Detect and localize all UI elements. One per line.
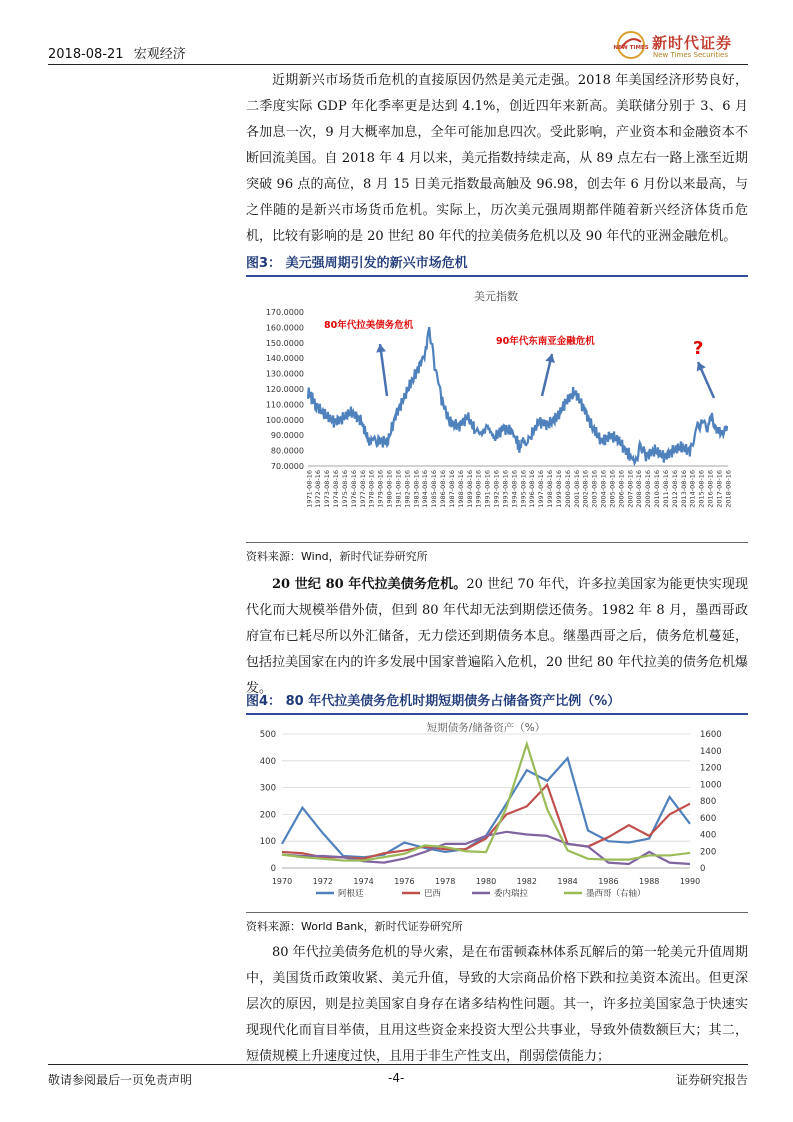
chart1-x-tick-label: 2014-08-16 [688,470,697,508]
chart2-title: 短期债务/储备资产（%） [426,722,546,734]
chart2-x-tick-label: 1976 [394,877,415,886]
chart2-y-right-tick-label: 200 [700,847,717,858]
chart1-series-line [308,327,727,463]
chart1-x-tick-label: 2006-08-16 [617,470,626,508]
chart2-y-right-tick-label: 800 [700,797,717,807]
figure4-title-text: 80 年代拉美债务危机时期短期债务占储备资产比例（%） [285,694,621,709]
chart1-x-tick-label: 1971-08-16 [305,470,314,508]
chart2-y-right-tick-label: 400 [700,830,717,841]
figure4-title [246,690,748,715]
chart1-x-tick-label: 2007-08-16 [626,470,635,508]
chart1-x-tick-label: 2013-08-16 [679,470,688,508]
chart2-y-right-tick-label: 1600 [700,730,722,740]
paragraph-2-body: 20 世纪 70 年代，许多拉美国家为能更快实现现代化而大规模举借外债，但到 80 年代却无法到期偿还债务。1982 年 8 月，墨西哥政府宣布已耗尽所以外汇储备，无力偿还到期债务本息。继墨西哥之后，债务危机蔓延，包括拉美国家在内的许多发展中国家普遍陷入危机，20 世纪 80 年代拉美的债务危机爆发。 [246,577,748,696]
chart1-y-tick-label: 110.0000 [265,400,304,410]
logo-mark-text: NEW TIMES [613,45,649,51]
chart1-x-tick-label: 1972-08-16 [314,470,323,508]
chart1-y-tick-label: 140.0000 [265,354,304,364]
chart2-series-line [282,758,690,857]
chart2-x-tick-label: 1970 [271,877,293,886]
chart1-x-tick-label: 1978-08-16 [367,470,376,508]
chart1-x-tick-label: 1977-08-16 [358,470,367,508]
chart2-x-tick-label: 1972 [312,877,333,886]
chart1-x-tick-label: 1973-08-16 [323,470,332,508]
logo-cn-text: 新时代证券 [652,34,733,52]
chart1-annotation-latam: 80年代拉美债务危机 [324,320,414,331]
chart1-x-tick-label: 2002-08-16 [581,470,590,508]
report-date: 2018-08-21 [48,47,124,62]
chart2-y-right-tick-label: 1400 [700,746,722,757]
chart1-x-tick-label: 1976-08-16 [349,470,358,508]
chart1-y-tick-label: 90.0000 [270,431,304,441]
chart2-y-left-tick-label: 100 [259,837,276,848]
chart2-legend-label: 墨西哥（右轴） [586,889,646,899]
chart1-x-tick-label: 2005-08-16 [608,470,617,508]
chart2-series-line [282,785,690,859]
chart1-arrow-head [545,354,555,363]
chart2-x-tick-label: 1978 [435,877,456,886]
chart1-x-tick-label: 1984-08-16 [421,470,430,508]
figure4-chart [246,715,748,907]
chart1-y-tick-label: 100.0000 [265,415,304,425]
chart2-legend-label: 阿根廷 [338,889,364,899]
chart1-title: 美元指数 [474,290,518,303]
chart1-x-tick-label: 2011-08-16 [661,470,670,508]
paragraph-2-lead: 20 世纪 80 年代拉美债务危机。 [272,577,467,592]
footer-report-type: 证券研究报告 [675,1073,748,1087]
footer-divider [48,1064,748,1065]
chart1-x-tick-label: 1979-08-16 [376,470,385,508]
page-number: -4- [388,1071,405,1085]
chart1-x-tick-label: 2017-08-16 [715,470,724,508]
chart1-x-tick-label: 1975-08-16 [340,470,349,508]
chart1-x-tick-label: 1985-08-16 [430,470,439,508]
chart1-x-tick-label: 2009-08-16 [644,470,653,508]
usd-index-chart [246,278,748,540]
figure3-source: 资料来源：Wind，新时代证券研究所 [246,542,748,564]
chart1-x-tick-label: 2018-08-16 [724,470,733,508]
chart2-y-left-tick-label: 200 [259,810,276,821]
chart1-x-tick-label: 1997-08-16 [537,470,546,508]
chart1-x-tick-label: 1988-08-16 [456,470,465,508]
header-divider [48,64,748,65]
chart1-y-tick-label: 150.0000 [265,338,304,348]
paragraph-1: 近期新兴市场货币危机的直接原因仍然是美元走强。2018 年美国经济形势良好，二季度实际 GDP 年化季率更是达到 4.1%，创近四年来新高。美联储分别于 3、6 月各加息一次，9 月大概率加息，全年可能加息四次。受此影响，产业资本和金融资本不断回流美国。自 2018 年 4 月以来，美元指数持续走高，从 89 点左右一路上涨至近期突破 96 点的高位，8 月 15 日美元指数最高触及 96.98，创去年 6 月份以来最高，与之伴随的是新兴市场货币危机。实际上，历次美元强周期都伴随着新兴经济体货币危机，比较有影响的是 20 世纪 80 年代的拉美债务危机以及 90 年代的亚洲金融危机。 [246,73,748,244]
chart1-x-tick-label: 2012-08-16 [670,470,679,508]
chart1-y-tick-label: 70.0000 [270,462,304,471]
chart2-y-right-tick-label: 1000 [700,780,722,791]
chart1-x-tick-label: 1991-08-16 [483,470,492,508]
paragraph-2 [246,572,748,702]
chart1-x-tick-label: 1981-08-16 [394,470,403,508]
chart2-x-tick-label: 1984 [557,877,578,886]
chart2-y-left-tick-label: 400 [259,756,276,767]
logo-emblem-icon [613,30,649,60]
figure3-title-text: 美元强周期引发的新兴市场危机 [285,256,468,271]
chart1-x-tick-label: 1989-08-16 [465,470,474,508]
figure4-label: 图4： [246,694,282,709]
chart1-x-tick-label: 2008-08-16 [635,470,644,508]
chart2-x-tick-label: 1982 [516,877,537,886]
chart1-x-tick-label: 2010-08-16 [653,470,662,508]
chart1-x-tick-label: 2001-08-16 [572,470,581,508]
chart2-y-left-tick-label: 0 [270,864,276,874]
company-logo [613,30,748,60]
chart1-x-tick-label: 1986-08-16 [439,470,448,508]
chart1-x-tick-label: 1974-08-16 [332,470,341,508]
figure4-source: 资料来源：World Bank，新时代证券研究所 [246,912,748,934]
chart2-x-tick-label: 1980 [475,877,497,886]
footer-disclaimer: 敬请参阅最后一页免责声明 [48,1073,193,1087]
chart2-y-right-tick-label: 0 [700,864,706,874]
chart1-x-tick-label: 2004-08-16 [599,470,608,508]
chart1-x-tick-label: 1990-08-16 [474,470,483,508]
chart1-x-tick-label: 1995-08-16 [519,470,528,508]
chart2-y-left-tick-label: 500 [259,730,276,740]
chart2-legend-label: 委内瑞拉 [494,889,529,899]
figure3-title [246,252,748,277]
chart1-annotation-asia: 90年代东南亚金融危机 [496,336,595,347]
chart1-x-tick-label: 1982-08-16 [403,470,412,508]
chart1-x-tick-label: 2015-08-16 [697,470,706,508]
paragraph-3: 80 年代拉美债务危机的导火索，是在布雷顿森林体系瓦解后的第一轮美元升值周期中，美国货币政策收紧、美元升值，导致的大宗商品价格下跌和拉美资本流出。但更深层次的原因，则是拉美国家自身存在诸多结构性问题。其一，许多拉美国家急于快速实现现代化而盲目举债，且用这些资金来投资大型公共事业，导致外债数额巨大；其二，短债规模上升速度过快，且用于非生产性支出，削弱偿债能力； [246,945,748,1064]
chart1-y-tick-label: 160.0000 [265,323,304,333]
chart1-x-tick-label: 2000-08-16 [563,470,572,508]
page-header [48,26,748,66]
chart1-x-tick-label: 2003-08-16 [590,470,599,508]
chart1-x-tick-label: 1996-08-16 [528,470,537,508]
chart1-x-tick-label: 1999-08-16 [554,470,563,508]
chart1-y-tick-label: 120.0000 [265,385,304,394]
chart2-x-tick-label: 1986 [598,877,619,886]
figure3-label: 图3： [246,256,282,271]
chart1-x-tick-label: 1998-08-16 [546,470,555,508]
chart1-x-tick-label: 2016-08-16 [706,470,715,508]
chart1-x-tick-label: 1992-08-16 [492,470,501,508]
chart1-y-tick-label: 80.0000 [270,446,304,456]
chart1-y-tick-label: 170.0000 [265,308,304,317]
chart2-y-right-tick-label: 600 [700,813,717,824]
chart1-x-tick-label: 1994-08-16 [510,470,519,508]
logo-en-text: New Times Securities [653,51,728,59]
report-category: 宏观经济 [133,47,186,62]
chart2-y-left-tick-label: 300 [259,783,276,794]
chart1-annotation-question: ? [693,338,704,359]
chart2-legend-label: 巴西 [424,889,442,899]
chart1-y-tick-label: 130.0000 [265,369,304,379]
chart1-x-tick-label: 1980-08-16 [385,470,394,508]
figure3-chart [246,278,748,540]
chart1-x-tick-label: 1987-08-16 [447,470,456,508]
chart1-arrow-head [376,344,386,353]
chart1-x-tick-label: 1983-08-16 [412,470,421,508]
chart2-x-tick-label: 1974 [353,877,374,886]
short-debt-ratio-chart [246,715,748,907]
chart2-x-tick-label: 1990 [679,877,701,886]
report-date-category [48,43,186,62]
chart2-y-right-tick-label: 1200 [700,763,722,774]
chart2-x-tick-label: 1988 [639,877,660,886]
chart1-x-tick-label: 1993-08-16 [501,470,510,508]
